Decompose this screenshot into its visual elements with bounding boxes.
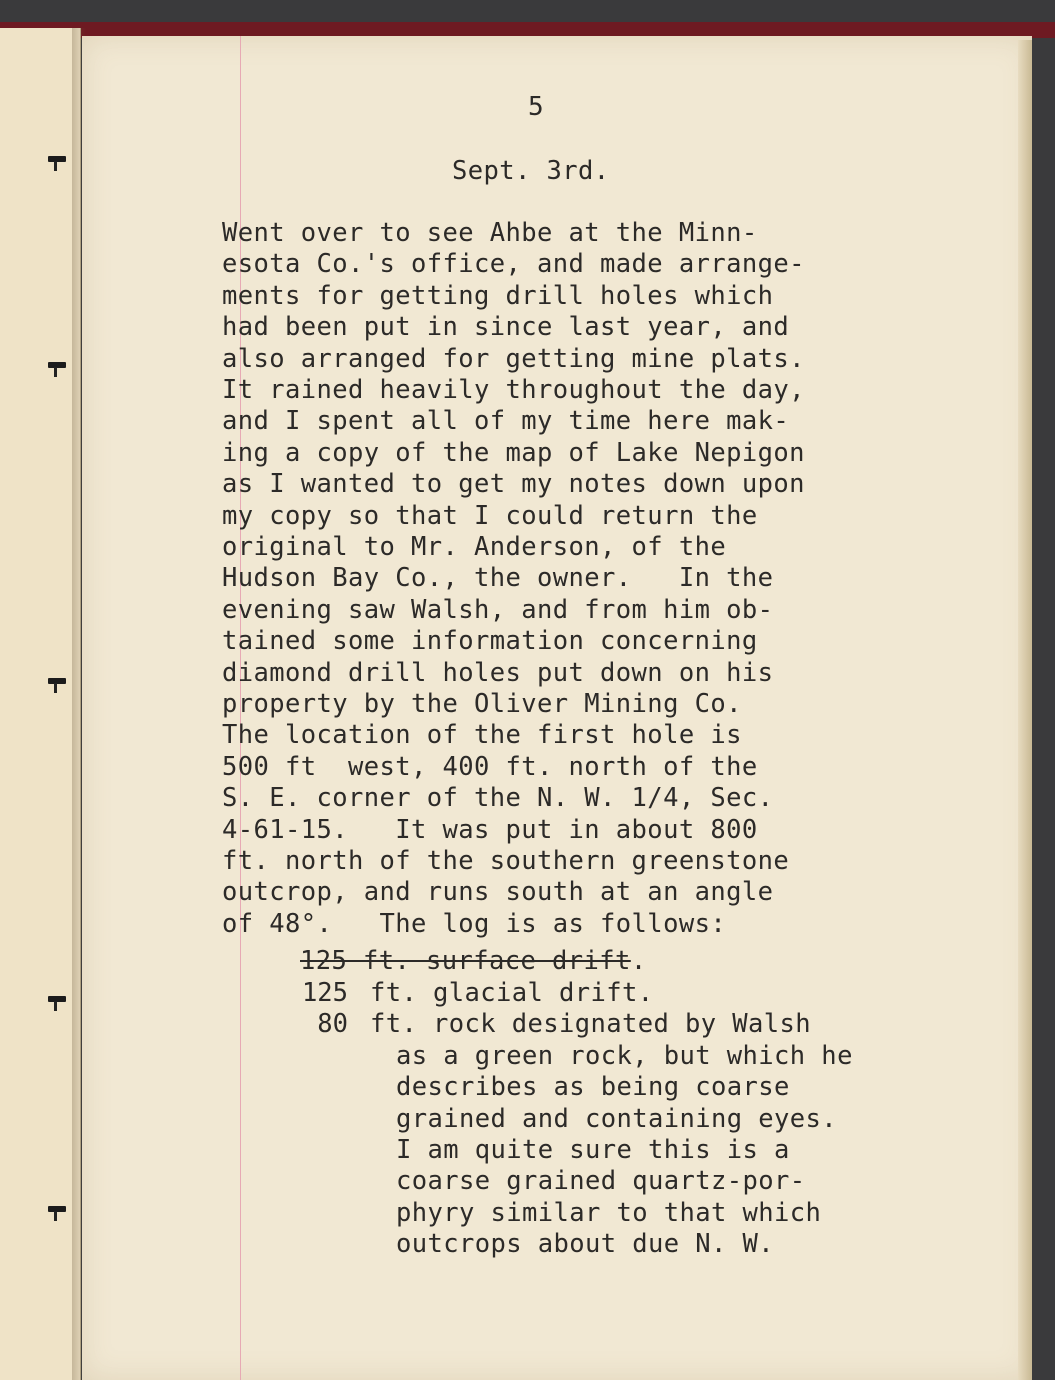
log-description-line: I am quite sure this is a [396, 1135, 790, 1165]
entry-date: Sept. 3rd. [452, 156, 610, 186]
body-line: also arranged for getting mine plats. [222, 343, 805, 374]
body-line: Hudson Bay Co., the owner. In the [222, 563, 774, 594]
body-line: outcrop, and runs south at an angle [222, 877, 774, 908]
struck-log-entry [300, 946, 647, 976]
body-line: ing a copy of the map of Lake Nepigon [222, 437, 805, 468]
binding-ring [48, 996, 66, 1002]
body-line: of 48°. The log is as follows: [222, 908, 727, 939]
log-description-line: describes as being coarse [396, 1072, 790, 1103]
facing-page [0, 28, 81, 1380]
body-line: diamond drill holes put down on his [222, 657, 774, 688]
binding-ring [48, 362, 66, 368]
body-line: ft. north of the southern greenstone [222, 846, 790, 876]
body-line: The location of the first hole is [222, 720, 742, 751]
body-line: esota Co.'s office, and made arrange- [222, 249, 805, 280]
body-line: S. E. corner of the N. W. 1/4, Sec. [222, 783, 774, 814]
log-description-line: coarse grained quartz-por- [396, 1166, 806, 1197]
binding-ring [48, 156, 66, 162]
struck-text: 125 ft. surface drift [300, 946, 631, 976]
log-depth: 125 [301, 978, 348, 1008]
body-line: property by the Oliver Mining Co. [222, 689, 742, 719]
body-line: Went over to see Ahbe at the Minn- [222, 218, 758, 248]
log-description-line: outcrops about due N. W. [396, 1229, 775, 1260]
binding-ring [48, 1206, 66, 1212]
struck-suffix: . [630, 946, 647, 976]
binding-ring [48, 678, 66, 684]
body-line: tained some information concerning [222, 626, 758, 657]
log-description-line: grained and containing eyes. [396, 1103, 838, 1134]
body-line: as I wanted to get my notes down upon [222, 469, 805, 500]
body-line: It rained heavily throughout the day, [222, 375, 805, 405]
body-line: and I spent all of my time here mak- [222, 406, 790, 437]
log-description-line: ft. rock designated by Walsh [370, 1009, 812, 1040]
log-description-line: as a green rock, but which he [396, 1040, 853, 1071]
body-line: 500 ft west, 400 ft. north of the [222, 751, 758, 782]
body-line: original to Mr. Anderson, of the [222, 532, 727, 562]
body-line: 4-61-15. It was put in about 800 [222, 814, 758, 845]
log-depth: 80 [317, 1009, 348, 1040]
log-description-line: phyry similar to that which [396, 1197, 822, 1228]
body-line: had been put in since last year, and [222, 312, 790, 343]
body-line: my copy so that I could return the [222, 500, 758, 531]
log-description-line: ft. glacial drift. [370, 978, 654, 1008]
body-line: ments for getting drill holes which [222, 280, 774, 311]
page-number: 5 [528, 92, 545, 122]
body-line: evening saw Walsh, and from him ob- [222, 594, 774, 625]
page-edge [1018, 40, 1032, 1380]
